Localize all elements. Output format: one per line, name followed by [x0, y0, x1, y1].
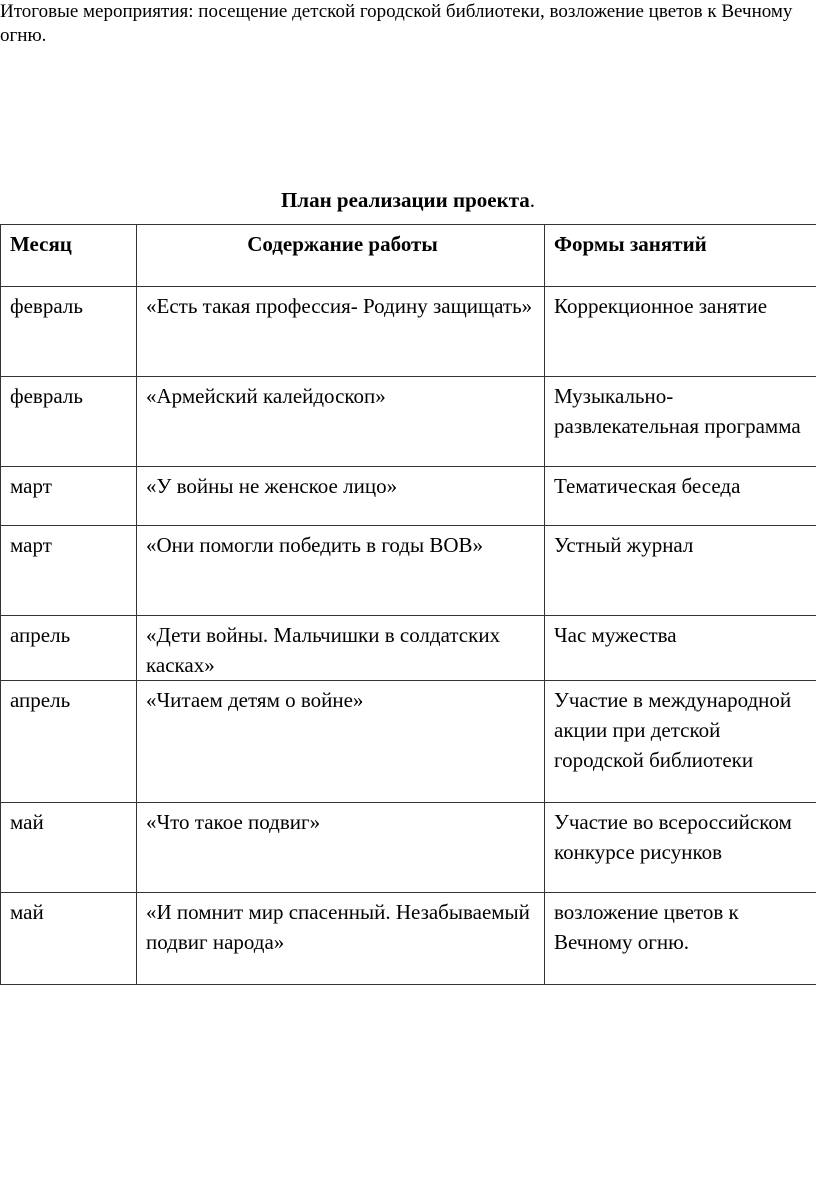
cell-content: «Что такое подвиг» [137, 803, 545, 893]
table-row [1, 287, 816, 377]
cell-month: апрель [1, 616, 137, 681]
cell-form: Тематическая беседа [545, 467, 816, 526]
project-plan-table [0, 224, 816, 985]
cell-month: апрель [1, 681, 137, 803]
table-row [1, 681, 816, 803]
table-row [1, 467, 816, 526]
header-forms: Формы занятий [545, 225, 816, 287]
cell-content: «Они помогли победить в годы ВОВ» [137, 526, 545, 616]
cell-form: возложение цветов к Вечному огню. [545, 893, 816, 985]
cell-content: «Читаем детям о войне» [137, 681, 545, 803]
plan-title-period: . [529, 188, 536, 212]
table-row [1, 526, 816, 616]
cell-content: «Есть такая профессия- Родину защищать» [137, 287, 545, 377]
cell-form: Музыкально-развлекательная программа [545, 377, 816, 467]
table-row [1, 803, 816, 893]
table-row [1, 377, 816, 467]
cell-month: февраль [1, 287, 137, 377]
header-month: Месяц [1, 225, 137, 287]
cell-content: «Армейский калейдоскоп» [137, 377, 545, 467]
cell-form: Участие во всероссийском конкурсе рисунков [545, 803, 816, 893]
cell-content: «У войны не женское лицо» [137, 467, 545, 526]
cell-content: «Дети войны. Мальчишки в солдатских касках» [137, 616, 545, 681]
table-row [1, 616, 816, 681]
header-content: Содержание работы [137, 225, 545, 287]
table-header-row [1, 225, 816, 287]
cell-form: Устный журнал [545, 526, 816, 616]
intro-paragraph: Итоговые мероприятия: посещение детской городской библиотеки, возложение цветов к Вечному огню. [0, 1, 793, 46]
cell-month: май [1, 803, 137, 893]
cell-form: Коррекционное занятие [545, 287, 816, 377]
table-row [1, 893, 816, 985]
plan-title [0, 186, 816, 214]
cell-month: май [1, 893, 137, 985]
cell-month: февраль [1, 377, 137, 467]
cell-form: Час мужества [545, 616, 816, 681]
cell-form: Участие в международной акции при детской городской библиотеки [545, 681, 816, 803]
cell-month: март [1, 526, 137, 616]
plan-title-text: План реализации проекта [280, 188, 530, 212]
cell-month: март [1, 467, 137, 526]
cell-content: «И помнит мир спасенный. Незабываемый подвиг народа» [137, 893, 545, 985]
